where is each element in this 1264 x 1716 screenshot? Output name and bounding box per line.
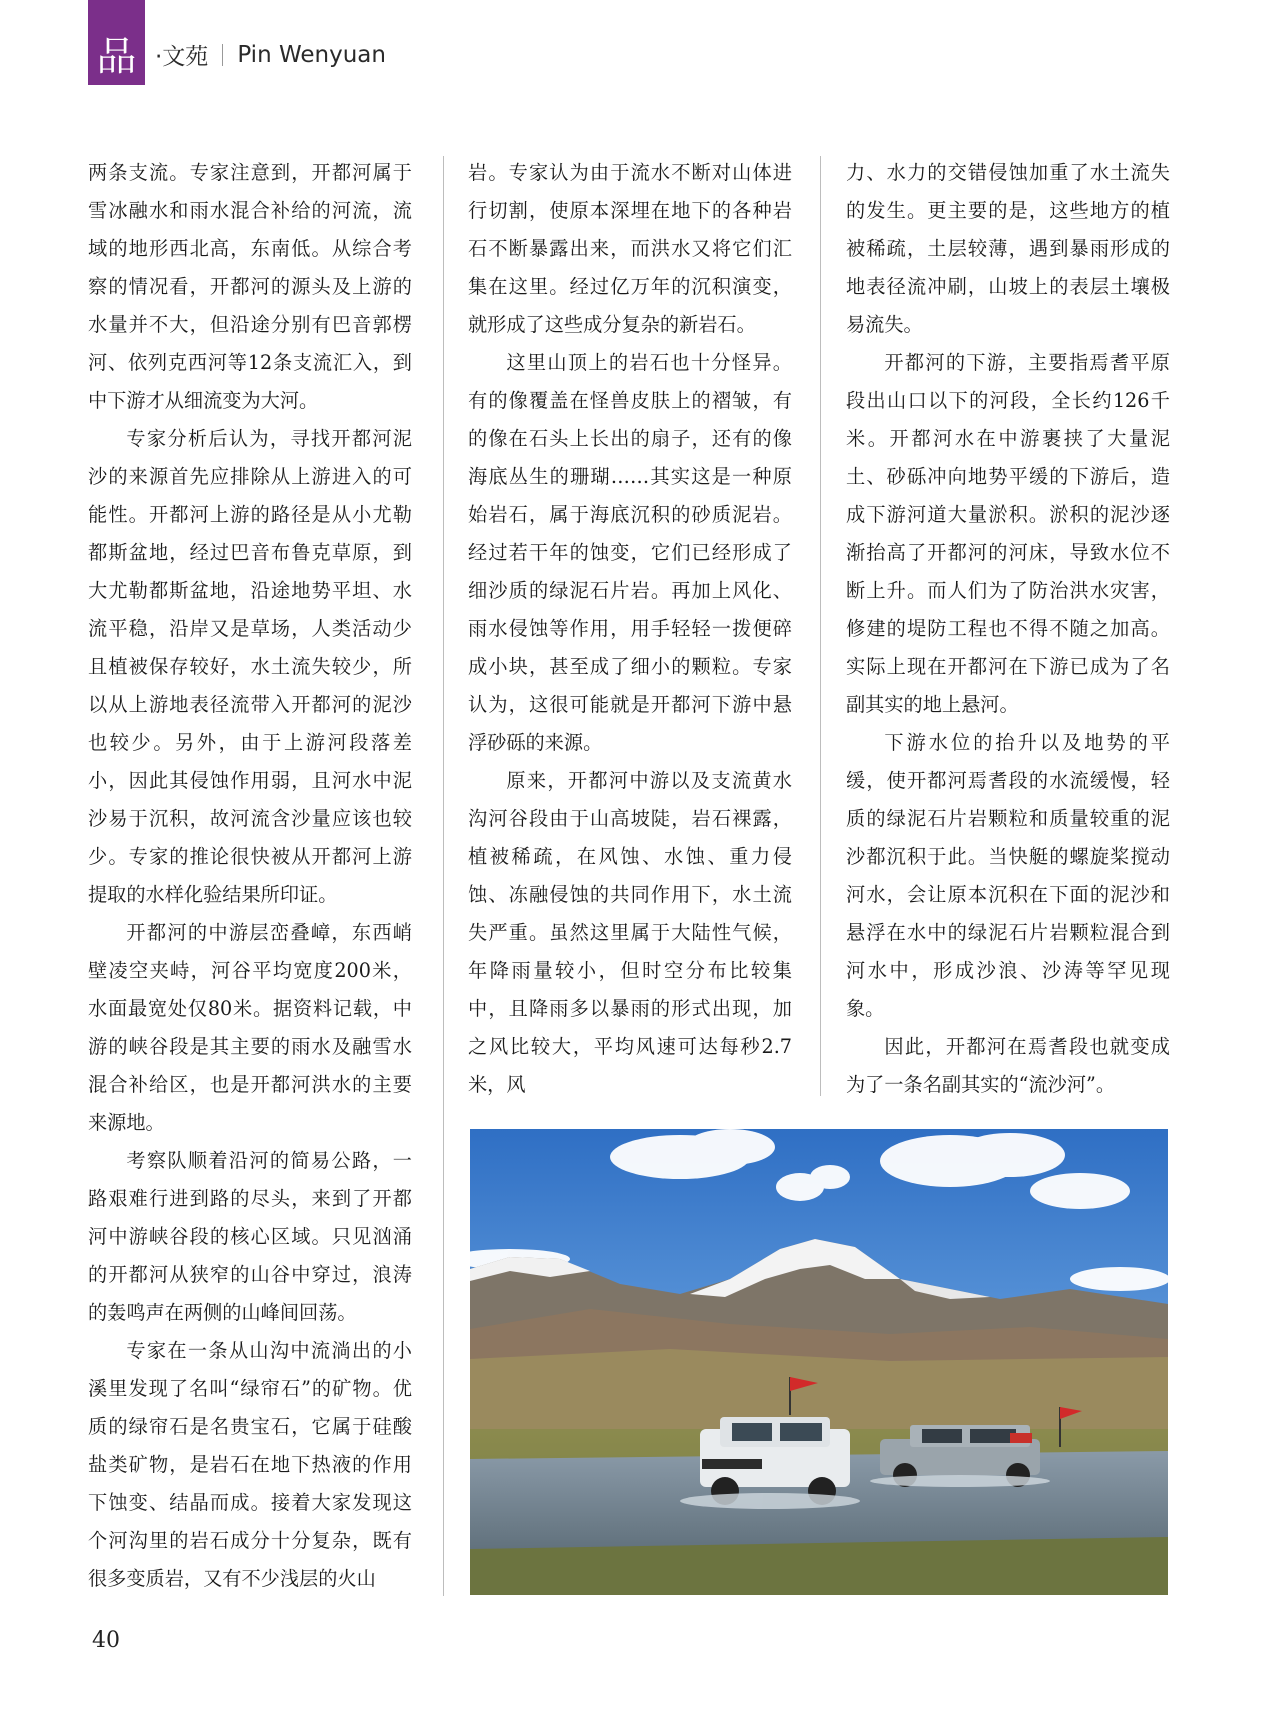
section-name-en: Pin Wenyuan (237, 41, 386, 68)
paragraph: 原来，开都河中游以及支流黄水沟河谷段由于山高坡陡，岩石裸露，植被稀疏，在风蚀、水蚀、重力侵蚀、冻融侵蚀的共同作用下，水土流失严重。虽然这里属于大陆性气候，年降雨量较小，但时空分布比较集中，且降雨多以暴雨的形式出现，加之风比较大，平均风速可达每秒2.7米，风 (468, 769, 792, 1096)
paragraph: 力、水力的交错侵蚀加重了水土流失的发生。更主要的是，这些地方的植被稀疏，土层较薄，遇到暴雨形成的地表径流冲刷，山坡上的表层土壤极易流失。 (846, 161, 1170, 336)
text-column-3 (846, 154, 1170, 1104)
section-title (155, 38, 386, 85)
paragraph: 两条支流。专家注意到，开都河属于雪冰融水和雨水混合补给的河流，流域的地形西北高，东南低。从综合考察的情况看，开都河的源头及上游的水量并不大，但沿途分别有巴音郭楞河、依列克西河等12条支流汇入，到中下游才从细流变为大河。 (88, 161, 412, 412)
section-name: ·文苑 (155, 44, 209, 70)
page-number: 40 (92, 1628, 120, 1653)
landscape-photo (470, 1129, 1168, 1595)
article-photo (470, 1129, 1168, 1595)
text-column-1 (88, 154, 412, 1598)
column-divider (443, 156, 444, 1596)
paragraph: 下游水位的抬升以及地势的平缓，使开都河焉耆段的水流缓慢，轻质的绿泥石片岩颗粒和质量较重的泥沙都沉积于此。当快艇的螺旋桨搅动河水，会让原本沉积在下面的泥沙和悬浮在水中的绿泥石片岩颗粒混合到河水中，形成沙浪、沙涛等罕见现象。 (846, 731, 1170, 1020)
paragraph: 考察队顺着沿河的简易公路，一路艰难行进到路的尽头，来到了开都河中游峡谷段的核心区域。只见汹涌的开都河从狭窄的山谷中穿过，浪涛的轰鸣声在两侧的山峰间回荡。 (88, 1149, 412, 1324)
paragraph: 开都河的中游层峦叠嶂，东西峭壁凌空夹峙，河谷平均宽度200米，水面最宽处仅80米。据资料记载，中游的峡谷段是其主要的雨水及融雪水混合补给区，也是开都河洪水的主要来源地。 (88, 921, 412, 1134)
header-divider (222, 44, 223, 66)
page-header (88, 0, 386, 85)
paragraph: 专家在一条从山沟中流淌出的小溪里发现了名叫“绿帘石”的矿物。优质的绿帘石是名贵宝石，它属于硅酸盐类矿物，是岩石在地下热液的作用下蚀变、结晶而成。接着大家发现这个河沟里的岩石成分十分复杂，既有很多变质岩，又有不少浅层的火山 (88, 1339, 412, 1590)
section-logo: 品 (88, 0, 145, 85)
paragraph: 开都河的下游，主要指焉耆平原段出山口以下的河段，全长约126千米。开都河水在中游裹挟了大量泥土、砂砾冲向地势平缓的下游后，造成下游河道大量淤积。淤积的泥沙逐渐抬高了开都河的河床，导致水位不断上升。而人们为了防治洪水灾害，修建的堤防工程也不得不随之加高。实际上现在开都河在下游已成为了名副其实的地上悬河。 (846, 351, 1170, 716)
paragraph: 专家分析后认为，寻找开都河泥沙的来源首先应排除从上游进入的可能性。开都河上游的路径是从小尤勒都斯盆地，经过巴音布鲁克草原，到大尤勒都斯盆地，沿途地势平坦、水流平稳，沿岸又是草场，人类活动少且植被保存较好，水土流失较少，所以从上游地表径流带入开都河的泥沙也较少。另外，由于上游河段落差小，因此其侵蚀作用弱，且河水中泥沙易于沉积，故河流含沙量应该也较少。专家的推论很快被从开都河上游提取的水样化验结果所印证。 (88, 427, 412, 906)
text-column-2 (468, 154, 792, 1104)
paragraph: 这里山顶上的岩石也十分怪异。有的像覆盖在怪兽皮肤上的褶皱，有的像在石头上长出的扇子，还有的像海底丛生的珊瑚……其实这是一种原始岩石，属于海底沉积的砂质泥岩。经过若干年的蚀变，它们已经形成了细沙质的绿泥石片岩。再加上风化、雨水侵蚀等作用，用手轻轻一拨便碎成小块，甚至成了细小的颗粒。专家认为，这很可能就是开都河下游中悬浮砂砾的来源。 (468, 351, 792, 754)
paragraph: 因此，开都河在焉耆段也就变成为了一条名副其实的“流沙河”。 (846, 1035, 1170, 1096)
column-divider (820, 156, 821, 1096)
paragraph: 岩。专家认为由于流水不断对山体进行切割，使原本深埋在地下的各种岩石不断暴露出来，而洪水又将它们汇集在这里。经过亿万年的沉积演变，就形成了这些成分复杂的新岩石。 (468, 161, 792, 336)
